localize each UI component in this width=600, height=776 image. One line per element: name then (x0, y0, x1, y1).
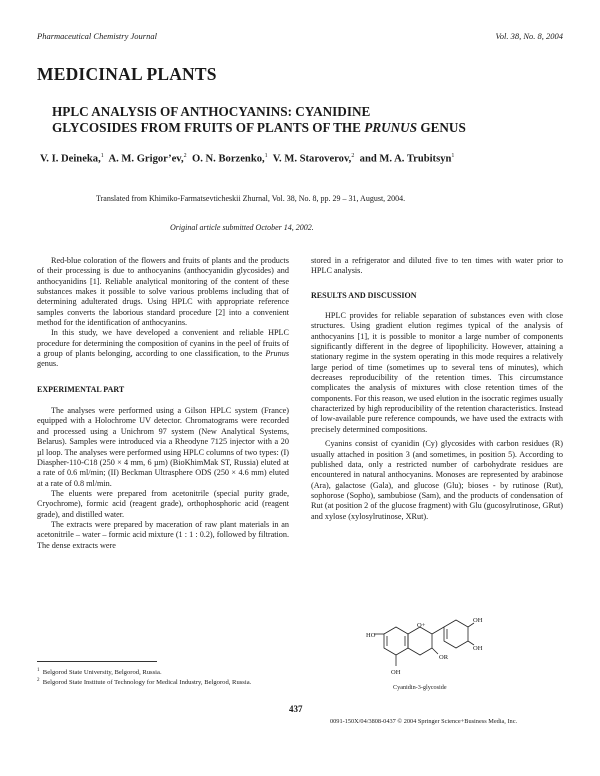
title-text: GENUS (417, 120, 466, 135)
affiliation-marker: 2 (351, 153, 355, 159)
page-number: 437 (289, 704, 303, 714)
author-name: A. M. Grigor’ev, (108, 153, 184, 165)
section-title: MEDICINAL PLANTS (37, 64, 217, 84)
author-name: V. I. Deineka, (40, 153, 101, 165)
affiliation-marker: 2 (183, 153, 187, 159)
paragraph: stored in a refrigerator and diluted five to ten times with water prior to HPLC analysis. (311, 256, 563, 276)
author-list (40, 153, 580, 165)
ring-b (444, 620, 468, 648)
affiliation-marker: 1 (451, 153, 455, 159)
affiliation-marker: 1 (100, 153, 104, 159)
title-text: GLYCOSIDES FROM FRUITS OF PLANTS OF THE (52, 120, 365, 135)
paragraph: The extracts were prepared by maceration of raw plant materials in an acetonitrile – water – formic acid mixture (1 : 1 : 0.2), followed by filtration. The dense extracts were (37, 519, 289, 550)
cyanidin-structure-diagram (364, 612, 484, 682)
copyright-line: 0091-150X/04/3808-0437 © 2004 Springer Science+Business Media, Inc. (330, 718, 518, 725)
structure-label-ho: HO (366, 632, 376, 639)
paragraph: Cyanins consist of cyanidin (Cy) glycosides with carbon residues (R) usually attached in position 3 (and sometimes, in position 5). According to published data, only a restricted number of carbohydrate residues are encountered in natural anthocyanins. Monoses are represented by arabinose (Ara), galactose (Gala), and glucose (Glu); bioses - by rutinose (Rut), sophorose (Sopho), sambubiose (Sam), and the products of condensation of Rut (at position 2 of the glucose fragment) with Glu (gucosylrutinose, GRut) and xylose (xylosylrutinose, XRut). (311, 439, 563, 521)
paragraph (37, 328, 289, 369)
structure-label-oxonium: O+ (417, 622, 426, 629)
title-genus: PRUNUS (364, 120, 418, 135)
results-heading: RESULTS AND DISCUSSION (311, 290, 417, 300)
structure-label-oh-top: OH (473, 617, 483, 624)
article-title-line-2 (52, 120, 572, 136)
ring-c (408, 627, 432, 655)
paragraph: HPLC provides for reliable separation of substances even with close structures. Using gradient elution regimes typical of the analysis of anthocyanins [1], it is possible to monitor a large number of components significantly different in the degree of lipophilicity. However, attaining a stationary regime in the system operating in this mode requires a relatively large period of time (sometimes up to several tens of minutes), which decreases reproducibility of the retention times. This circumstance complicates the analysis of mixtures with close retention times of the components. For this reason, we used elution in the isocratic regimes usually characterized by high reproducibility of the retention characteristics. Instead of low-available pure reference compounds, we have used the extracts with precisely determined compositions. (311, 311, 563, 434)
footnote (37, 677, 289, 687)
article-title (52, 104, 572, 136)
structure-label-oh-bottom: OH (391, 669, 401, 676)
paragraph-text: In this study, we have developed a convenient and reliable HPLC procedure for determining the composition of cyanins in the peel of fruits of a group of plants belonging, according to one classification, to the (37, 328, 289, 359)
journal-name: Pharmaceutical Chemistry Journal (37, 31, 157, 41)
paragraph: The analyses were performed using a Gilson HPLC system (France) equipped with a Holochrome UV detector. Chromatograms were recorded and processed using a Unichrom 97 system (New Analytical Systems, Belarus). Samples were introduced via a Rheodyne 7125 injector with a 20 µl loop. The analyses were performed using HPLC columns of two types: (I) Diaspher-110-C18 (250 × 4 mm, 6 µm) (BioKhimMak ST, Russia) eluted at a rate of 0.6 ml/min; (II) Beckman Ultrasphere ODS (250 × 4.6 mm) eluted at a rate of 0.8 ml/min. (37, 406, 289, 488)
footnote-text: Belgorod State University, Belgorod, Russia. (42, 669, 162, 677)
bond (432, 627, 444, 634)
paragraph-text: genus. (37, 359, 59, 369)
affiliation-marker: 1 (264, 153, 268, 159)
article-title-line-1: HPLC ANALYSIS OF ANTHOCYANINS: CYANIDINE (52, 104, 371, 119)
paragraph: The eluents were prepared from acetonitrile (special purity grade, Cryochrome), formic acid (reagent grade), orthophosphoric acid (reagent grade), and distilled water. (37, 488, 289, 519)
footnote-marker: 2 (37, 678, 40, 684)
left-column (37, 256, 289, 551)
footnotes (37, 667, 289, 688)
structure-label-or: OR (439, 654, 449, 661)
genus-name: Prunus (265, 349, 289, 359)
bond (432, 648, 438, 654)
footnote-divider (37, 661, 157, 662)
author-name: O. N. Borzenko, (191, 153, 265, 165)
structure-caption: Cyanidin-3-glycoside (393, 684, 447, 691)
author-name: and M. A. Trubitsyn (359, 153, 452, 165)
footnote-marker: 1 (37, 668, 40, 673)
submission-date: Original article submitted October 14, 2002. (170, 223, 314, 232)
structure-label-oh-right: OH (473, 645, 483, 652)
author-name: V. M. Staroverov, (272, 153, 352, 165)
translation-note: Translated from Khimiko-Farmatsevticheskii Zhurnal, Vol. 38, No. 8, pp. 29 – 31, August, 2004. (96, 194, 406, 203)
experimental-heading: EXPERIMENTAL PART (37, 384, 125, 394)
footnote-text: Belgorod State Institute of Technology for Medical Industry, Belgorod, Russia. (42, 679, 252, 687)
paragraph: Red-blue coloration of the flowers and fruits of plants and the products of their processing is due to anthocyanins (anthocyanidin glycosides) and anthocyanidins [1]. Reliable analytical monitoring of the content of these substances makes it possible to solve various problems including that of determining adulterated drugs. Using HPLC with appropriate reference samples converts the laborious standard procedure [2] into a convenient method for the identification of anthocyanins. (37, 256, 289, 328)
footnote (37, 667, 289, 677)
ring-a (384, 627, 408, 655)
right-column (311, 256, 563, 522)
volume-info: Vol. 38, No. 8, 2004 (495, 31, 563, 41)
